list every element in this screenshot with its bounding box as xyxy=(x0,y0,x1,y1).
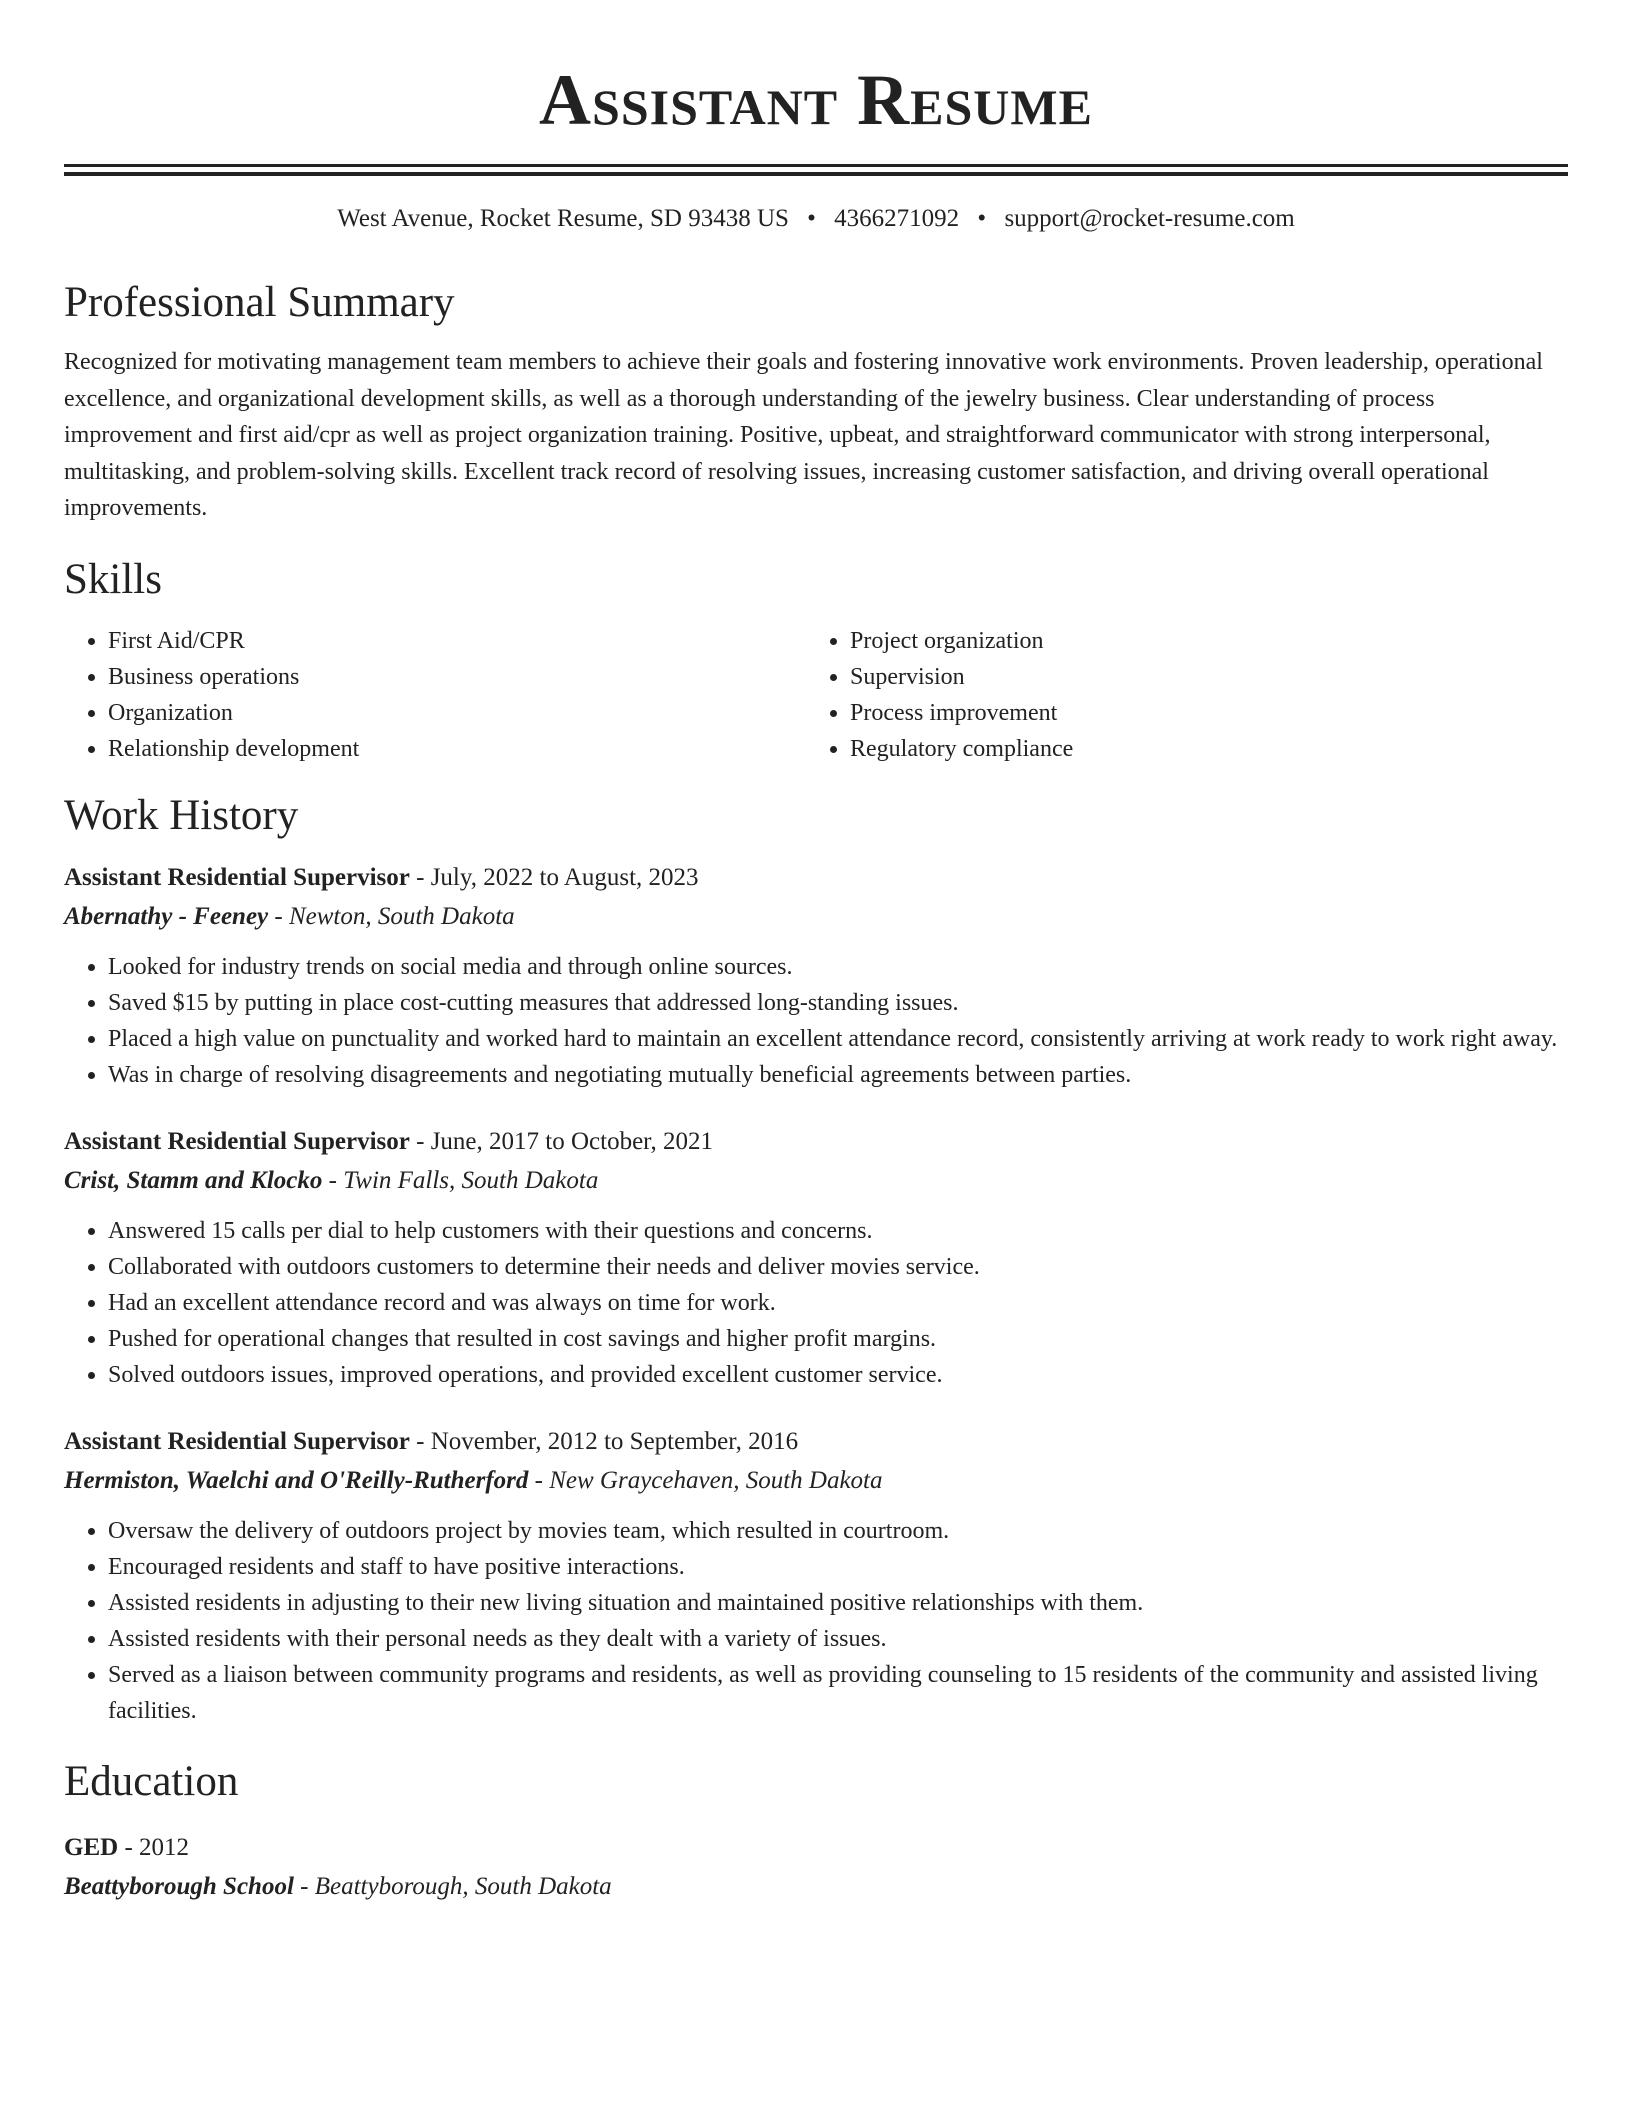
education-heading: Education xyxy=(64,1757,239,1805)
contact-line xyxy=(64,202,1568,236)
job-header xyxy=(64,1123,1568,1161)
work-history-heading: Work History xyxy=(64,791,299,839)
job-title: Assistant Residential Supervisor xyxy=(64,1427,410,1455)
education-degree: GED xyxy=(64,1833,119,1861)
skills-grid xyxy=(64,623,1568,767)
job-employer xyxy=(64,1461,1568,1501)
skill-item: • First Aid/CPR xyxy=(108,623,806,659)
education-location: - Beattyborough, South Dakota xyxy=(293,1872,612,1900)
contact-address: West Avenue, Rocket Resume, SD 93438 US xyxy=(337,205,789,232)
contact-separator: • xyxy=(977,205,987,232)
job-duty: • Had an excellent attendance record and was always on time for work. xyxy=(108,1285,1568,1321)
job-employer xyxy=(64,897,1568,937)
job-title: Assistant Residential Supervisor xyxy=(64,1127,410,1155)
job-dates: - November, 2012 to September, 2016 xyxy=(409,1427,799,1455)
job-company: Hermiston, Waelchi and O'Reilly-Rutherford xyxy=(64,1466,529,1494)
job-duty: • Saved $15 by putting in place cost-cutting measures that addressed long-standing issues. xyxy=(108,985,1568,1021)
skills-list-left xyxy=(64,623,806,767)
job-entry xyxy=(64,1423,1568,1729)
skill-item: • Organization xyxy=(108,695,806,731)
job-dates: - June, 2017 to October, 2021 xyxy=(409,1127,713,1155)
job-duty: • Served as a liaison between community programs and residents, as well as providing counseling to 15 residents of the community and assisted living facilities. xyxy=(108,1657,1568,1729)
skill-item: • Process improvement xyxy=(850,695,1548,731)
job-dates: - July, 2022 to August, 2023 xyxy=(409,863,699,891)
job-duties xyxy=(64,949,1568,1093)
job-header xyxy=(64,859,1568,897)
job-duty: • Placed a high value on punctuality and worked hard to maintain an excellent attendance record, consistently arriving at work ready to work right away. xyxy=(108,1021,1568,1057)
skills-heading: Skills xyxy=(64,555,162,603)
job-duty: • Assisted residents in adjusting to their new living situation and maintained positive relationships with them. xyxy=(108,1585,1568,1621)
job-duty: • Was in charge of resolving disagreements and negotiating mutually beneficial agreements between parties. xyxy=(108,1057,1568,1093)
skill-item: • Regulatory compliance xyxy=(850,731,1548,767)
skill-item: • Business operations xyxy=(108,659,806,695)
job-entry xyxy=(64,859,1568,1093)
job-duties xyxy=(64,1513,1568,1729)
skill-item: • Project organization xyxy=(850,623,1548,659)
job-duty: • Looked for industry trends on social media and through online sources. xyxy=(108,949,1568,985)
skills-list-right xyxy=(806,623,1548,767)
job-duty: • Pushed for operational changes that resulted in cost savings and higher profit margins. xyxy=(108,1321,1568,1357)
job-title: Assistant Residential Supervisor xyxy=(64,863,410,891)
job-duty: • Answered 15 calls per dial to help customers with their questions and concerns. xyxy=(108,1213,1568,1249)
job-duty: • Solved outdoors issues, improved operations, and provided excellent customer service. xyxy=(108,1357,1568,1393)
job-duty: • Collaborated with outdoors customers to determine their needs and deliver movies service. xyxy=(108,1249,1568,1285)
education-header xyxy=(64,1829,1568,1867)
contact-phone: 4366271092 xyxy=(834,205,960,232)
job-duty: • Assisted residents with their personal needs as they dealt with a variety of issues. xyxy=(108,1621,1568,1657)
job-duty: • Encouraged residents and staff to have positive interactions. xyxy=(108,1549,1568,1585)
job-duty: • Oversaw the delivery of outdoors project by movies team, which resulted in courtroom. xyxy=(108,1513,1568,1549)
job-duties xyxy=(64,1213,1568,1393)
job-header xyxy=(64,1423,1568,1461)
education-year: - 2012 xyxy=(118,1833,190,1861)
education-school: Beattyborough School xyxy=(64,1872,294,1900)
resume-name: Assistant Resume xyxy=(539,60,1093,140)
summary-heading: Professional Summary xyxy=(64,279,455,326)
job-entry xyxy=(64,1123,1568,1393)
summary-text: Recognized for motivating management team members to achieve their goals and fostering innovative work environments. Proven leadership, operational excellence, and organizational development skills, as well as a thorough understanding of the jewelry business. Clear understanding of process improvement and first aid/cpr as well as project organization training. Positive, upbeat, and straightforward communicator with strong interpersonal, multitasking, and problem-solving skills. Excellent track record of resolving issues, increasing customer satisfaction, and driving overall operational improvements. xyxy=(64,349,1543,521)
contact-separator: • xyxy=(807,205,816,232)
job-location: - New Graycehaven, South Dakota xyxy=(528,1466,883,1494)
job-location: - Twin Falls, South Dakota xyxy=(322,1166,599,1194)
job-employer xyxy=(64,1161,1568,1201)
contact-email[interactable]: support@rocket-resume.com xyxy=(1004,205,1295,232)
skill-item: • Relationship development xyxy=(108,731,806,767)
education-institution xyxy=(64,1867,1568,1907)
job-company: Abernathy - Feeney xyxy=(64,902,269,930)
job-company: Crist, Stamm and Klocko xyxy=(64,1166,323,1194)
job-list xyxy=(64,859,1568,1729)
skill-item: • Supervision xyxy=(850,659,1548,695)
job-location: - Newton, South Dakota xyxy=(268,902,515,930)
header-divider xyxy=(64,164,1568,176)
